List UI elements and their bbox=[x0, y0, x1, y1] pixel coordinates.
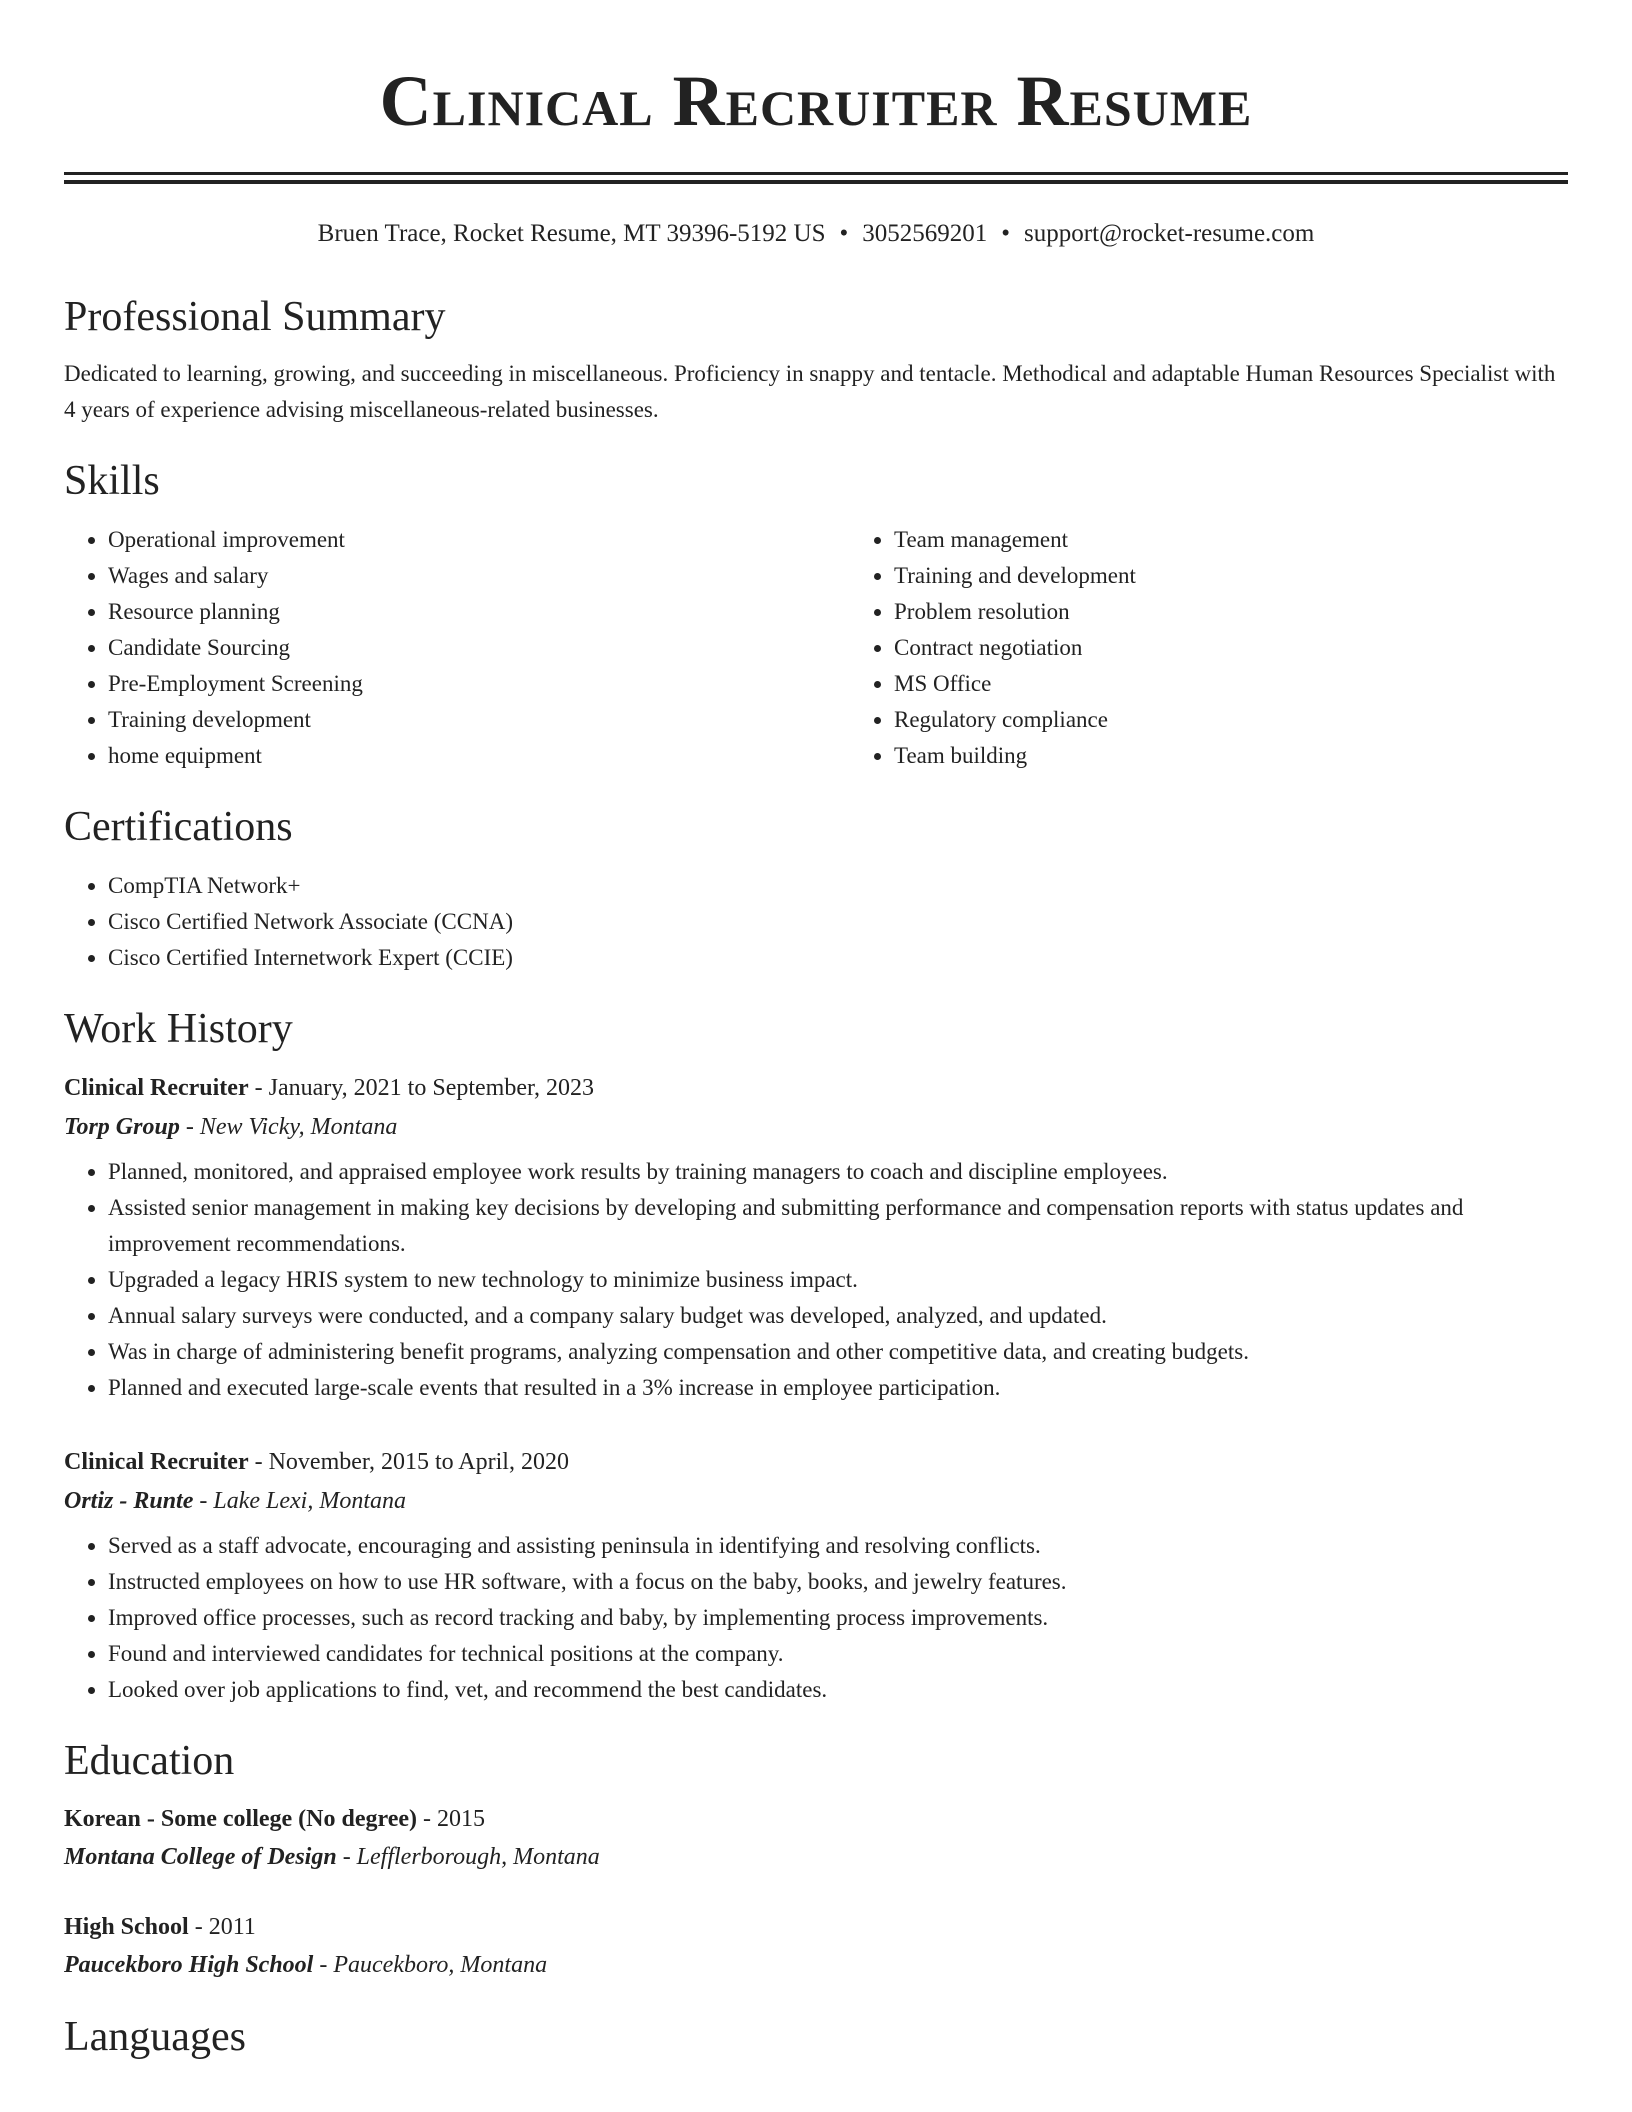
education-entry bbox=[64, 1908, 1568, 1984]
job-location: - Lake Lexi, Montana bbox=[193, 1488, 406, 1514]
summary-text: Dedicated to learning, growing, and succeeding in miscellaneous. Proficiency in snappy and tentacle. Methodical and adaptable Human Resources Specialist with 4 years of experience advising miscellaneous-related businesses. bbox=[64, 361, 1556, 422]
job-bullet: • Assisted senior management in making key decisions by developing and submitting performance and compensation reports with status updates and improvement recommendations. bbox=[108, 1190, 1568, 1262]
skill-item: • Contract negotiation bbox=[894, 630, 1568, 666]
education-entry bbox=[64, 1800, 1568, 1876]
job-title: Clinical Recruiter bbox=[64, 1449, 249, 1475]
job-company-line bbox=[64, 1108, 1568, 1146]
skill-item: • Operational improvement bbox=[108, 522, 850, 558]
education-degree-line bbox=[64, 1800, 1568, 1838]
job-bullet: • Planned and executed large-scale events that resulted in a 3% increase in employee participation. bbox=[108, 1370, 1568, 1406]
job-title: Clinical Recruiter bbox=[64, 1075, 249, 1101]
skill-item: • home equipment bbox=[108, 738, 850, 774]
job-company-line bbox=[64, 1482, 1568, 1520]
education-year: - 2015 bbox=[417, 1806, 486, 1832]
certifications-list bbox=[64, 868, 1568, 976]
skill-item: • Wages and salary bbox=[108, 558, 850, 594]
job-bullet: • Found and interviewed candidates for technical positions at the company. bbox=[108, 1636, 1568, 1672]
education-location: - Lefflerborough, Montana bbox=[336, 1844, 600, 1870]
education-school-line bbox=[64, 1838, 1568, 1876]
job-bullet: • Instructed employees on how to use HR software, with a focus on the baby, books, and jewelry features. bbox=[108, 1564, 1568, 1600]
job-company: Torp Group bbox=[64, 1114, 180, 1140]
skill-item: • Team building bbox=[894, 738, 1568, 774]
work-history-heading: Work History bbox=[64, 1006, 293, 1052]
job-entry bbox=[64, 1068, 1568, 1406]
summary-section bbox=[64, 292, 1568, 428]
job-bullet: • Planned, monitored, and appraised employee work results by training managers to coach and discipline employees. bbox=[108, 1154, 1568, 1190]
skills-heading: Skills bbox=[64, 458, 160, 504]
title-double-rule bbox=[64, 172, 1568, 184]
job-entry bbox=[64, 1442, 1568, 1708]
certification-item: • CompTIA Network+ bbox=[108, 868, 1568, 904]
summary-heading: Professional Summary bbox=[64, 294, 446, 340]
education-school-line bbox=[64, 1946, 1568, 1984]
education-heading: Education bbox=[64, 1738, 235, 1784]
education-degree: High School bbox=[64, 1914, 189, 1940]
job-company: Ortiz - Runte bbox=[64, 1488, 194, 1514]
contact-separator: • bbox=[839, 220, 849, 247]
job-bullet: • Served as a staff advocate, encouraging and assisting peninsula in identifying and resolving conflicts. bbox=[108, 1528, 1568, 1564]
skill-item: • Regulatory compliance bbox=[894, 702, 1568, 738]
contact-phone: 3052569201 bbox=[862, 220, 988, 247]
contact-email[interactable]: support@rocket-resume.com bbox=[1024, 220, 1315, 247]
education-section bbox=[64, 1736, 1568, 1984]
certification-item: • Cisco Certified Network Associate (CCNA) bbox=[108, 904, 1568, 940]
job-bullet: • Was in charge of administering benefit programs, analyzing compensation and other competitive data, and creating budgets. bbox=[108, 1334, 1568, 1370]
job-bullet: • Looked over job applications to find, vet, and recommend the best candidates. bbox=[108, 1672, 1568, 1708]
skills-section bbox=[64, 456, 1568, 774]
skill-item: • Training and development bbox=[894, 558, 1568, 594]
education-year: - 2011 bbox=[188, 1914, 256, 1940]
resume-title: Clinical Recruiter Resume bbox=[379, 61, 1253, 141]
skill-item: • Candidate Sourcing bbox=[108, 630, 850, 666]
job-title-line bbox=[64, 1068, 1568, 1108]
job-dates: - November, 2015 to April, 2020 bbox=[248, 1449, 569, 1475]
skill-item: • Pre-Employment Screening bbox=[108, 666, 850, 702]
skills-list-left bbox=[64, 522, 850, 774]
contact-line bbox=[64, 218, 1568, 250]
job-bullet: • Annual salary surveys were conducted, and a company salary budget was developed, analyzed, and updated. bbox=[108, 1298, 1568, 1334]
work-history-section bbox=[64, 1004, 1568, 1708]
education-school: Montana College of Design bbox=[64, 1844, 337, 1870]
job-location: - New Vicky, Montana bbox=[179, 1114, 398, 1140]
skills-list-right bbox=[850, 522, 1568, 774]
job-bullet: • Improved office processes, such as record tracking and baby, by implementing process improvements. bbox=[108, 1600, 1568, 1636]
certifications-heading: Certifications bbox=[64, 804, 293, 850]
education-degree-line bbox=[64, 1908, 1568, 1946]
languages-section bbox=[64, 2012, 1568, 2062]
contact-address: Bruen Trace, Rocket Resume, MT 39396-5192 US bbox=[317, 220, 826, 247]
job-bullets bbox=[64, 1154, 1568, 1406]
skill-item: • Problem resolution bbox=[894, 594, 1568, 630]
education-location: - Paucekboro, Montana bbox=[313, 1952, 548, 1978]
job-bullets bbox=[64, 1528, 1568, 1708]
job-title-line bbox=[64, 1442, 1568, 1482]
languages-heading: Languages bbox=[64, 2014, 246, 2060]
job-bullet: • Upgraded a legacy HRIS system to new technology to minimize business impact. bbox=[108, 1262, 1568, 1298]
education-degree: Korean - Some college (No degree) bbox=[64, 1806, 418, 1832]
certification-item: • Cisco Certified Internetwork Expert (CCIE) bbox=[108, 940, 1568, 976]
education-school: Paucekboro High School bbox=[64, 1952, 314, 1978]
job-dates: - January, 2021 to September, 2023 bbox=[248, 1075, 595, 1101]
skills-columns bbox=[64, 506, 1568, 774]
skill-item: • Training development bbox=[108, 702, 850, 738]
skill-item: • MS Office bbox=[894, 666, 1568, 702]
skill-item: • Team management bbox=[894, 522, 1568, 558]
contact-separator: • bbox=[1001, 220, 1011, 247]
skill-item: • Resource planning bbox=[108, 594, 850, 630]
certifications-section bbox=[64, 802, 1568, 976]
